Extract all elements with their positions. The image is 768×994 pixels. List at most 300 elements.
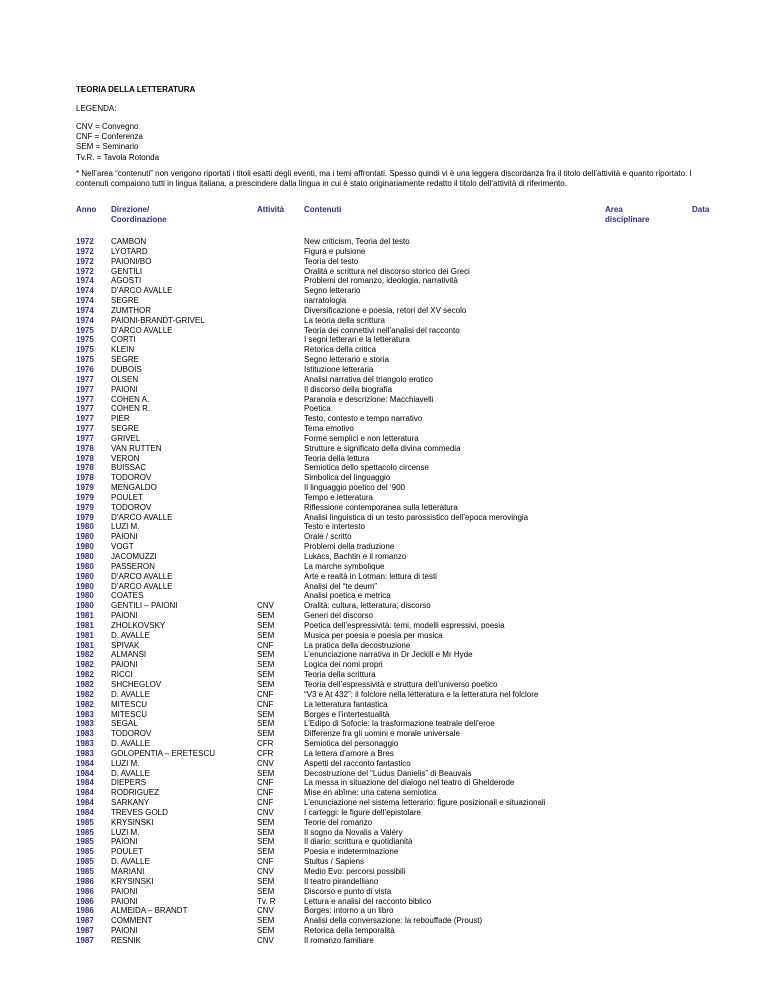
cell-contenuti: Retorica della critica [304,345,377,355]
cell-contenuti: Semiotica del personaggio [304,739,399,749]
cell-direzione: D. AVALLE [111,630,150,640]
table-row [76,434,604,444]
cell-attivita [257,257,304,267]
events-table [76,237,604,946]
table-row [76,276,604,286]
cell-anno: 1986 [76,906,94,916]
cell-attivita [257,552,304,562]
cell-direzione: OLSEN [111,374,139,384]
cell-direzione: LUZI M. [111,827,140,837]
cell-anno: 1976 [76,364,94,374]
cell-anno: 1974 [76,315,94,325]
table-row [76,739,604,749]
table-row [76,710,604,720]
header-direzione-line: Direzione/ [111,205,150,214]
cell-anno: 1984 [76,798,94,808]
cell-direzione: CAMBON [111,237,147,246]
cell-contenuti: Oralità e scrittura nel discorso storico dei Greci [304,266,470,276]
cell-attivita [257,375,304,385]
table-row [76,522,604,532]
cell-anno: 1984 [76,768,94,778]
header-anno: Anno [76,205,97,214]
cell-attivita [257,414,304,424]
cell-attivita [257,454,304,464]
cell-attivita: SEM [257,660,275,670]
cell-attivita: SEM [257,916,275,926]
table-row [76,926,604,936]
table-row [76,660,604,670]
cell-attivita [257,493,304,503]
cell-attivita [257,513,304,523]
cell-direzione: KLEIN [111,345,135,355]
cell-attivita [257,562,304,572]
header-contenuti: Contenuti [304,205,342,214]
cell-attivita: Tv. R [257,896,276,906]
cell-anno: 1980 [76,591,94,601]
cell-contenuti: Teoria della lettura [304,453,370,463]
cell-contenuti: narratologia [304,296,347,306]
cell-contenuti: L’Edipo di Sofocle: la trasformazione teatrale dell’eroe [304,719,495,729]
table-row [76,424,604,434]
cell-anno: 1974 [76,286,94,296]
cell-direzione: SEGRE [111,424,140,434]
cell-contenuti: Tempo e letteratura [304,492,373,502]
cell-attivita: SEM [257,729,275,739]
cell-direzione: D. AVALLE [111,739,150,749]
cell-direzione: D’ARCO AVALLE [111,286,173,296]
cell-contenuti: Discorso e punto di vista [304,886,392,896]
cell-direzione: RICCI [111,670,133,680]
table-row [76,375,604,385]
cell-attivita [257,463,304,473]
cell-direzione: LYOTARD [111,246,148,256]
cell-direzione: DUBOIS [111,364,142,374]
cell-contenuti: Teoria dei connettivi nell’analisi del racconto [304,325,460,335]
legend [76,122,159,163]
cell-attivita [257,316,304,326]
cell-direzione: AGOSTI [111,276,142,286]
cell-anno: 1981 [76,611,94,621]
cell-anno: 1972 [76,237,94,246]
table-row [76,582,604,592]
cell-anno: 1980 [76,532,94,542]
note-paragraph: * Nell’area “contenuti” non vengono riportati i titoli esatti degli eventi, ma i temi affrontati. Spesso quindi vi è una leggera discordanza fra il titolo dell’attività e quanto riportato. I contenuti compaiono tutti in lingua italiana, a prescindere dalla lingua in cui è stato originariamente redatto il titolo dell’attività di riferimento. [76,169,692,189]
cell-attivita: SEM [257,817,275,827]
cell-anno: 1986 [76,896,94,906]
cell-attivita [257,385,304,395]
table-row [76,808,604,818]
cell-anno: 1983 [76,709,94,719]
cell-direzione: GENTILI – PAIONI [111,601,178,611]
cell-contenuti: Stultus / Sapiens [304,857,365,867]
cell-contenuti: Teoria del testo [304,256,359,266]
cell-anno: 1984 [76,788,94,798]
cell-contenuti: Teoria della scrittura [304,670,376,680]
cell-anno: 1980 [76,552,94,561]
cell-attivita: SEM [257,876,275,886]
cell-attivita [257,444,304,454]
cell-contenuti: L’enunciazione narrativa in Dr Jeckill e Mr Hyde [304,650,473,660]
cell-anno: 1981 [76,630,94,640]
table-row [76,611,604,621]
table-row [76,690,604,700]
cell-direzione: D. AVALLE [111,857,150,867]
cell-direzione: SPIVAK [111,640,140,650]
cell-contenuti: I segni letterari e la letteratura [304,335,410,345]
table-row [76,680,604,690]
cell-direzione: D’ARCO AVALLE [111,325,173,335]
cell-anno: 1974 [76,305,94,315]
table-row [76,778,604,788]
cell-contenuti: Il linguaggio poetico del ‘900 [304,483,405,493]
cell-anno: 1975 [76,325,94,335]
cell-contenuti: Generi del discorso [304,611,373,621]
cell-direzione: PAIONI [111,896,138,906]
table-row [76,483,604,493]
table-row [76,395,604,405]
table-row [76,286,604,296]
cell-attivita: SEM [257,630,275,640]
cell-anno: 1983 [76,729,94,739]
cell-attivita: CNV [257,906,274,916]
cell-contenuti: Il romanzo familiare [304,935,374,945]
cell-contenuti: Tema emotivo [304,424,354,434]
cell-attivita: SEM [257,650,275,660]
table-row [76,562,604,572]
table-row [76,444,604,454]
cell-anno: 1984 [76,778,94,788]
cell-direzione: DIEPERS [111,778,147,788]
cell-attivita [257,572,304,582]
cell-direzione: D’ARCO AVALLE [111,571,173,581]
cell-direzione: COHEN R. [111,404,151,414]
cell-anno: 1985 [76,817,94,827]
cell-direzione: BUISSAC [111,463,147,473]
cell-anno: 1978 [76,453,94,463]
cell-direzione: SEGRE [111,355,140,365]
table-row [76,345,604,355]
legend-title: LEGENDA: [76,104,117,113]
cell-contenuti: Borges e l’intertestualità [304,709,390,719]
cell-contenuti: Teoria dell’espressività e struttura dell’universo poetico [304,679,498,689]
cell-attivita [257,296,304,306]
cell-attivita [257,247,304,257]
cell-contenuti: Medio Evo: percorsi possibili [304,867,406,876]
cell-anno: 1978 [76,443,94,453]
cell-direzione: GENTILI [111,266,143,276]
document-title: TEORIA DELLA LETTERATURA [76,85,196,94]
table-row [76,532,604,542]
cell-attivita: CNV [257,758,274,768]
cell-attivita [257,365,304,375]
cell-attivita [257,306,304,316]
cell-anno: 1985 [76,867,94,876]
events-table-body [76,237,604,946]
cell-contenuti: Musica per poesia e poesia per musica [304,630,443,640]
cell-anno: 1982 [76,689,94,699]
cell-attivita [257,335,304,345]
cell-contenuti: Analisi linguistica di un testo parossistico dell’epoca merovingia [304,512,529,522]
table-row [76,867,604,877]
table-row [76,621,604,631]
header-area [605,205,649,225]
header-area-line: Area [605,205,623,214]
cell-direzione: TODOROV [111,502,152,512]
cell-anno: 1979 [76,492,94,502]
table-row [76,591,604,601]
table-row [76,769,604,779]
cell-direzione: ZHOLKOVSKY [111,620,166,630]
legend-item: CNF = Conferenza [76,132,143,142]
cell-anno: 1977 [76,374,94,384]
cell-attivita: SEM [257,768,275,778]
cell-anno: 1979 [76,483,94,493]
cell-contenuti: Retorica della temporalità [304,926,395,936]
cell-attivita [257,434,304,444]
cell-direzione: RODRIGUEZ [111,788,159,798]
table-row [76,798,604,808]
table-row [76,670,604,680]
cell-contenuti: Poetica [304,404,331,414]
cell-anno: 1979 [76,512,94,522]
table-row [76,828,604,838]
cell-attivita [257,473,304,483]
cell-direzione: LUZI M. [111,522,140,532]
cell-direzione: PASSERON [111,561,155,571]
cell-attivita: SEM [257,886,275,896]
cell-anno: 1977 [76,394,94,404]
cell-attivita: SEM [257,847,275,857]
cell-contenuti: Strutture e significato della divina commedia [304,443,461,453]
cell-contenuti: L’enunciazione nel sistema letterario: figure posizionali e situazionali [304,798,546,808]
cell-anno: 1983 [76,739,94,749]
cell-attivita [257,355,304,365]
table-row [76,916,604,926]
table-row [76,700,604,710]
table-row [76,857,604,867]
cell-contenuti: La lettera d’amore a Bres [304,748,394,758]
cell-anno: 1974 [76,276,94,286]
cell-attivita [257,395,304,405]
cell-anno: 1984 [76,807,94,817]
cell-contenuti: Arte e realtà in Lotman: lettura di testi [304,571,437,581]
table-row [76,237,604,247]
cell-direzione: RESNIK [111,935,141,945]
cell-direzione: MITESCU [111,699,147,709]
cell-anno: 1980 [76,571,94,581]
cell-contenuti: Problemi del romanzo, ideologia, narratività [304,276,458,286]
cell-attivita: SEM [257,827,275,837]
cell-direzione: POULET [111,847,144,857]
cell-anno: 1982 [76,699,94,709]
cell-direzione: D. AVALLE [111,768,150,778]
table-row [76,906,604,916]
cell-anno: 1982 [76,660,94,670]
cell-anno: 1980 [76,522,94,532]
cell-contenuti: La marche symbolique [304,561,385,571]
cell-direzione: LUZI M. [111,758,140,768]
cell-direzione: TODOROV [111,473,152,483]
cell-attivita [257,483,304,493]
cell-anno: 1984 [76,758,94,768]
cell-attivita: CNF [257,798,274,808]
cell-direzione: PAIONI/BO [111,256,152,266]
table-row [76,414,604,424]
cell-contenuti: Problemi della traduzione [304,542,395,552]
cell-attivita: SEM [257,679,275,689]
cell-attivita [257,345,304,355]
cell-anno: 1983 [76,748,94,758]
cell-contenuti: Il discorso della biografia [304,384,393,394]
cell-anno: 1986 [76,886,94,896]
cell-attivita [257,591,304,601]
cell-direzione: POULET [111,492,144,502]
table-row [76,552,604,562]
cell-direzione: PAIONI [111,660,138,670]
table-row [76,847,604,857]
table-row [76,463,604,473]
legend-item: SEM = Seminario [76,142,139,152]
cell-attivita: CNV [257,807,274,817]
cell-direzione: JACOMUZZI [111,552,157,561]
cell-attivita: SEM [257,620,275,630]
cell-direzione: PAIONI [111,532,138,542]
cell-contenuti: La messa in situazione del dialogo nel teatro di Ghelderode [304,778,515,788]
cell-anno: 1980 [76,542,94,552]
cell-attivita: CNV [257,867,274,876]
cell-direzione: GRIVEL [111,433,141,443]
cell-attivita: CFR [257,748,274,758]
cell-attivita: CNF [257,788,274,798]
header-area-line: disciplinare [605,215,650,225]
table-row [76,837,604,847]
table-row [76,542,604,552]
cell-anno: 1985 [76,837,94,847]
cell-attivita: SEM [257,709,275,719]
cell-contenuti: Forme semplici e non letteratura [304,433,419,443]
cell-direzione: GOLOPENTIA – ERETESCU [111,748,216,758]
table-row [76,788,604,798]
cell-direzione: PAIONI [111,886,138,896]
cell-direzione: PAIONI [111,384,138,394]
table-row [76,729,604,739]
table-row [76,404,604,414]
cell-direzione: PAIONI-BRANDT-GRIVEL [111,315,205,325]
cell-anno: 1985 [76,827,94,837]
cell-anno: 1977 [76,404,94,414]
cell-anno: 1980 [76,601,94,611]
table-row [76,818,604,828]
cell-attivita [257,276,304,286]
cell-attivita: SEM [257,719,275,729]
table-row [76,473,604,483]
cell-contenuti: Paranoia e descrizione: Macchiavelli [304,394,434,404]
cell-direzione: COATES [111,591,144,601]
cell-attivita: CNF [257,640,274,650]
cell-contenuti: Riflessione contemporanea sulla letteratura [304,502,458,512]
table-row [76,493,604,503]
cell-attivita [257,424,304,434]
cell-contenuti: La pratica della decostruzione [304,640,411,650]
cell-direzione: KRYSINSKI [111,876,154,886]
table-row [76,650,604,660]
cell-direzione: SHCHEGLOV [111,679,162,689]
cell-attivita: CNF [257,857,274,867]
cell-anno: 1987 [76,935,94,945]
cell-direzione: ALMEIDA – BRANDT [111,906,188,916]
cell-attivita: CFR [257,739,274,749]
cell-contenuti: La letteratura fantastica [304,699,388,709]
table-row [76,936,604,946]
cell-direzione: PAIONI [111,837,138,847]
cell-anno: 1977 [76,433,94,443]
table-row [76,385,604,395]
cell-contenuti: Istituzione letteraria [304,364,374,374]
table-row [76,316,604,326]
cell-attivita [257,286,304,296]
table-row [76,631,604,641]
cell-direzione: PIER [111,414,130,424]
cell-direzione: ALMANSI [111,650,147,660]
table-row [76,572,604,582]
cell-anno: 1972 [76,246,94,256]
header-direzione [111,205,167,225]
cell-attivita: SEM [257,670,275,680]
cell-direzione: MITESCU [111,709,147,719]
cell-direzione: TREVES GOLD [111,807,168,817]
cell-attivita: CNV [257,601,274,611]
cell-anno: 1982 [76,670,94,680]
cell-contenuti: Poetica dell’espressività: temi, modelli espressivi, poesia [304,620,505,630]
cell-direzione: VAN RUTTEN [111,443,162,453]
cell-direzione: CORTI [111,335,136,345]
table-row [76,267,604,277]
cell-direzione: PAIONI [111,926,138,936]
cell-contenuti: Il diario: scrittura e quotidianità [304,837,413,847]
table-row [76,355,604,365]
legend-item: CNV = Convegno [76,122,139,131]
cell-contenuti: Il sogno da Novalis a Valéry [304,827,403,837]
table-row [76,296,604,306]
cell-contenuti: Testo e intertesto [304,522,365,532]
header-direzione-line: Coordinazione [111,215,167,225]
cell-attivita: CNF [257,699,274,709]
cell-contenuti: Decostruzione del “Ludus Danielis” di Beauvais [304,768,472,778]
cell-direzione: TODOROV [111,729,152,739]
cell-contenuti: La teoria della scrittura [304,315,385,325]
table-row [76,877,604,887]
table-row [76,513,604,523]
cell-anno: 1982 [76,679,94,689]
cell-anno: 1972 [76,256,94,266]
table-row [76,257,604,267]
cell-direzione: VERON [111,453,140,463]
cell-anno: 1974 [76,296,94,306]
table-row [76,887,604,897]
cell-anno: 1987 [76,916,94,926]
cell-direzione: COMMENT [111,916,153,926]
cell-attivita [257,267,304,277]
cell-anno: 1978 [76,463,94,473]
cell-contenuti: Differenze fra gli uomini e morale universale [304,729,460,739]
table-row [76,306,604,316]
table-row [76,454,604,464]
cell-anno: 1985 [76,847,94,857]
cell-contenuti: Analisi della conversazione: la rebouffade (Proust) [304,916,483,926]
cell-anno: 1972 [76,266,94,276]
cell-direzione: SARKANY [111,798,150,808]
cell-contenuti: Simbolica del linguaggio [304,473,391,483]
